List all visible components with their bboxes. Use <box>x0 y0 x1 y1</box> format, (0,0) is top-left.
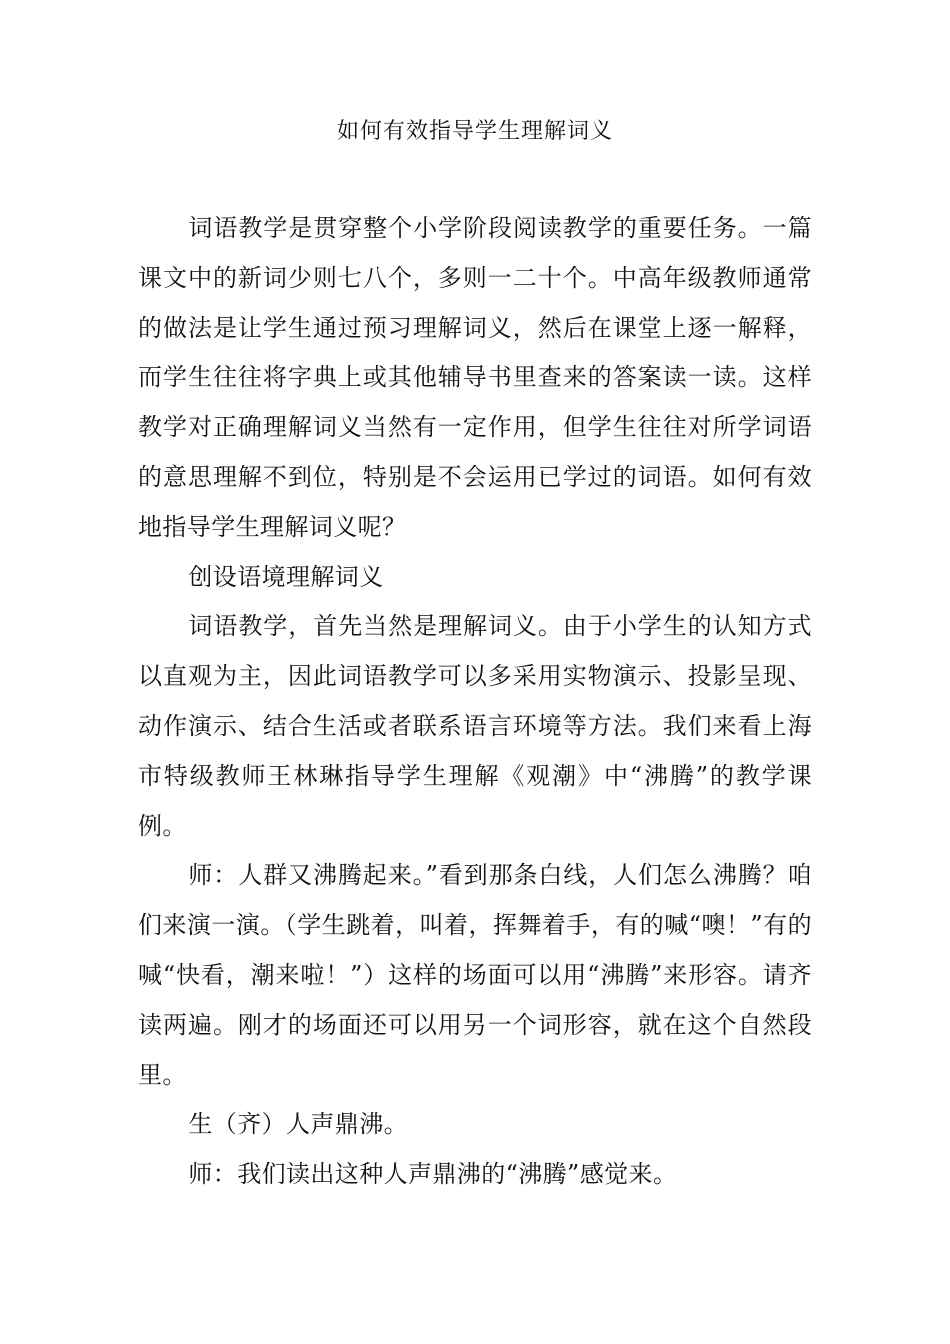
paragraph-dialogue-teacher-2: 师：我们读出这种人声鼎沸的“沸腾”感觉来。 <box>188 1160 678 1189</box>
paragraph-method: 词语教学，首先当然是理解词义。由于小学生的认知方式以直观为主，因此词语教学可以多采用实物演示、投影呈现、动作演示、结合生活或者联系语言环境等方法。我们来看上海市特级教师王林琳指导学生理解《观潮》中“沸腾”的教学课例。 <box>138 612 812 840</box>
paragraph-intro: 词语教学是贯穿整个小学阶段阅读教学的重要任务。一篇课文中的新词少则七八个，多则一二十个。中高年级教师通常的做法是让学生通过预习理解词义，然后在课堂上逐一解释，而学生往往将字典上或其他辅导书里查来的答案读一读。这样教学对正确理解词义当然有一定作用，但学生往往对所学词语的意思理解不到位，特别是不会运用已学过的词语。如何有效地指导学生理解词义呢？ <box>138 214 812 541</box>
section-heading: 创设语境理解词义 <box>188 562 384 591</box>
paragraph-dialogue-teacher: 师：人群又沸腾起来。”看到那条白线，人们怎么沸腾？咱们来演一演。（学生跳着，叫着，挥舞着手，有的喊“噢！”有的喊“快看，潮来啦！”）这样的场面可以用“沸腾”来形容。请齐读两遍。刚才的场面还可以用另一个词形容，就在这个自然段里。 <box>138 861 812 1089</box>
paragraph-dialogue-students: 生（齐）人声鼎沸。 <box>188 1110 408 1139</box>
document-body <box>138 204 812 1200</box>
document-title: 如何有效指导学生理解词义 <box>336 119 613 144</box>
